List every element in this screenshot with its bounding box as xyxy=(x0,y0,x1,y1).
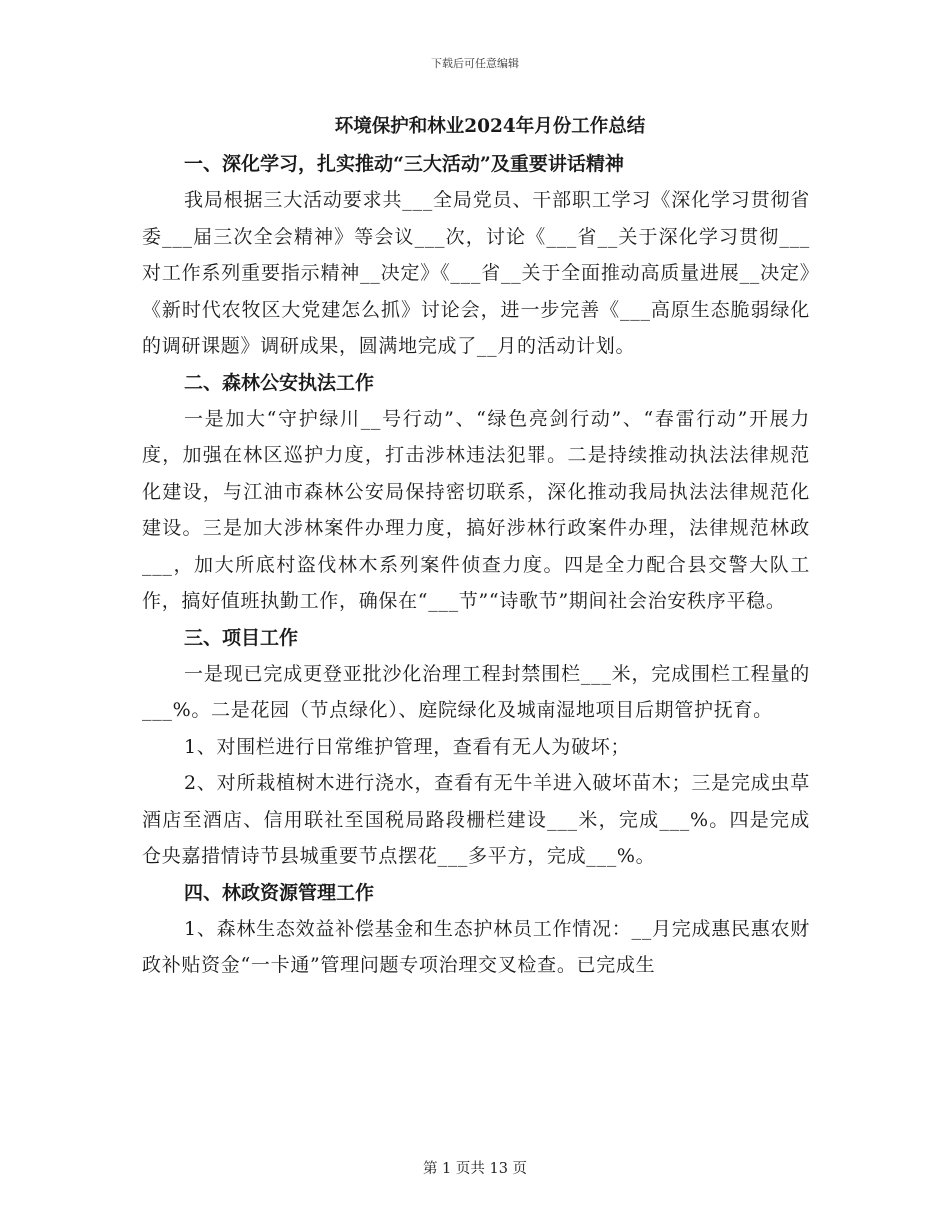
document-title: 环境保护和林业2024年月份工作总结 xyxy=(334,116,646,137)
section-2-paragraph-1: 一是加大“守护绿川__号行动”、“绿色亮剑行动”、“春雷行动”开展力度，加强在林区巡护力度，打击涉林违法犯罪。二是持续推动执法法律规范化建设，与江油市森林公安局保持密切联系，深化推动我局执法法律规范化建设。三是加大涉林案件办理力度，搞好涉林行政案件办理，法律规范林政___，加大所底村盗伐林木系列案件侦查力度。四是全力配合县交警大队工作，搞好值班执勤工作，确保在“___节”“诗歌节”期间社会治安秩序平稳。 xyxy=(142,407,810,612)
section-3-paragraph-1: 一是现已完成更登亚批沙化治理工程封禁围栏___米，完成围栏工程量的___%。二是花园（节点绿化）、庭院绿化及城南湿地项目后期管护抚育。 xyxy=(142,662,810,721)
page-header-note: 下载后可任意编辑 xyxy=(431,57,519,70)
section-heading-2: 二、森林公安执法工作 xyxy=(184,371,375,394)
section-heading-4: 四、林政资源管理工作 xyxy=(184,881,375,904)
page-number-footer: 第 1 页共 13 页 xyxy=(422,1161,528,1177)
document-page xyxy=(142,112,810,984)
section-3-paragraph-2: 1、对围栏进行日常维护管理，查看有无人为破坏； xyxy=(184,735,631,758)
section-3-paragraph-3: 2、对所栽植树木进行浇水，查看有无牛羊进入破坏苗木；三是完成虫草酒店至酒店、信用联社至国税局路段栅栏建设___米，完成___%。四是完成仓央嘉措情诗节县城重要节点摆花___多平方，完成___%。 xyxy=(142,772,810,867)
section-1-paragraph-1: 我局根据三大活动要求共___全局党员、干部职工学习《深化学习贯彻省委___届三次全会精神》等会议___次，讨论《___省__关于深化学习贯彻___对工作系列重要指示精神__决定》《___省__关于全面推动高质量进展__决定》《新时代农牧区大党建怎么抓》讨论会，进一步完善《___高原生态脆弱绿化的调研课题》调研成果，圆满地完成了__月的活动计划。 xyxy=(142,189,810,357)
section-heading-1: 一、深化学习，扎实推动“三大活动”及重要讲话精神 xyxy=(184,153,624,175)
section-heading-3: 三、项目工作 xyxy=(184,626,299,649)
section-4-paragraph-1: 1、森林生态效益补偿基金和生态护林员工作情况：__月完成惠民惠农财政补贴资金“一卡通”管理问题专项治理交叉检查。已完成生 xyxy=(142,917,810,976)
